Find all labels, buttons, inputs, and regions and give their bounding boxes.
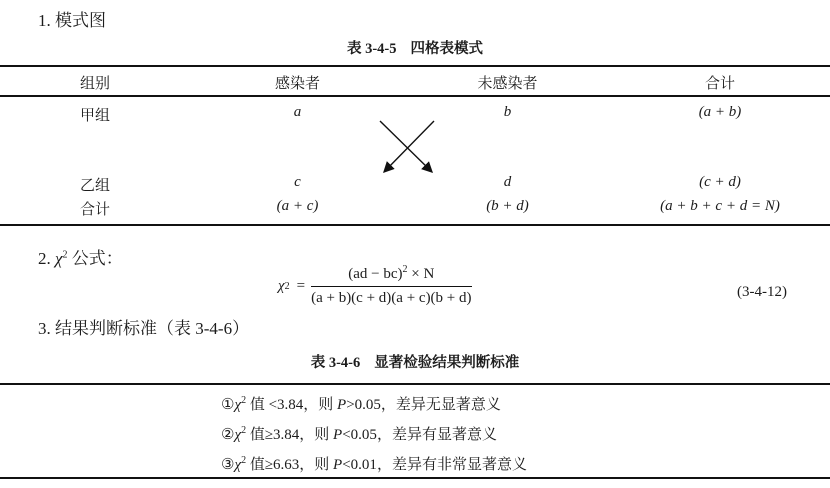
section-heading-2	[38, 244, 123, 269]
table-cell: 乙组	[79, 178, 110, 194]
header-cell: 感染者	[274, 76, 320, 92]
p-symbol: P	[333, 427, 343, 443]
table2-bottom-rule	[0, 477, 830, 479]
fraction	[311, 266, 471, 307]
table2-caption	[0, 351, 830, 372]
header-cell: 合计	[704, 76, 735, 92]
equation-number: (3-4-12)	[737, 284, 787, 300]
p-symbol: P	[337, 397, 347, 413]
p-symbol: P	[333, 457, 343, 473]
criteria-item: $③\chi^2$ 值≥6.63，则 P<0.01，差异有非常显著意义	[221, 455, 527, 473]
table-cell: (a + b)	[698, 104, 742, 120]
section-heading-1: 1. 模式图	[38, 11, 106, 30]
fraction-numerator: (ad − bc)$^2$ × N	[311, 266, 471, 287]
table1-top-rule	[0, 65, 830, 67]
table-cell: 合计	[79, 202, 110, 218]
table-cell: (c + d)	[699, 174, 741, 190]
table-cell: 甲组	[79, 108, 110, 124]
table-cell: (a + b + c + d = N)	[660, 198, 780, 214]
table-cell: c	[294, 174, 301, 190]
equals-sign: =	[296, 278, 306, 294]
chi-exponent: 2	[62, 249, 68, 261]
table1-bottom-rule	[0, 224, 830, 226]
chi-symbol: χ	[234, 457, 242, 473]
table1-header-row	[0, 72, 830, 93]
table-cell: (a + c)	[276, 198, 319, 214]
table2-caption-title: 显著检验结果判断标准	[374, 355, 520, 371]
table-cell: (b + d)	[486, 198, 529, 214]
table2-caption-label: 表 3-4-6	[310, 355, 361, 371]
heading2-number: 2.	[38, 249, 55, 268]
table1-caption	[0, 37, 830, 58]
table1-caption-title: 四格表模式	[410, 41, 484, 57]
chi-square-formula: χ 2 = $\frac{(ad - bc)^2 \times N}{(a + b)(c + d)(a + c)(b + d)}$	[278, 264, 472, 306]
table1-header-rule	[0, 95, 830, 97]
header-cell: 未感染者	[477, 76, 538, 92]
circled-number: ②	[221, 427, 235, 443]
chi-symbol: χ	[55, 249, 63, 268]
fraction-denominator: (a + b)(c + d)(a + c)(b + d)	[311, 290, 472, 306]
table-row	[0, 174, 830, 195]
table-cell: d	[503, 174, 512, 190]
table-cell: a	[293, 104, 302, 120]
cross-arrows	[372, 116, 444, 180]
heading2-label: 公式：	[67, 249, 123, 268]
table1-caption-label: 表 3-4-5	[346, 41, 397, 57]
criteria-item: $①\chi^2$ 值 <3.84，则 P>0.05，差异无显著意义	[221, 395, 501, 413]
table2-top-rule	[0, 383, 830, 385]
chi-symbol: χ	[234, 397, 242, 413]
chi-symbol: χ	[278, 278, 285, 294]
criteria-item: $②\chi^2$ 值≥3.84，则 P<0.05，差异有显著意义	[221, 425, 497, 443]
circled-number: ③	[221, 457, 235, 473]
header-cell: 组别	[79, 76, 110, 92]
table-cell: b	[503, 104, 512, 120]
section-heading-3: 3. 结果判断标准（表 3-4-6）	[38, 319, 250, 338]
table-row	[0, 198, 830, 219]
circled-number: ①	[221, 397, 235, 413]
chi-symbol: χ	[234, 427, 242, 443]
